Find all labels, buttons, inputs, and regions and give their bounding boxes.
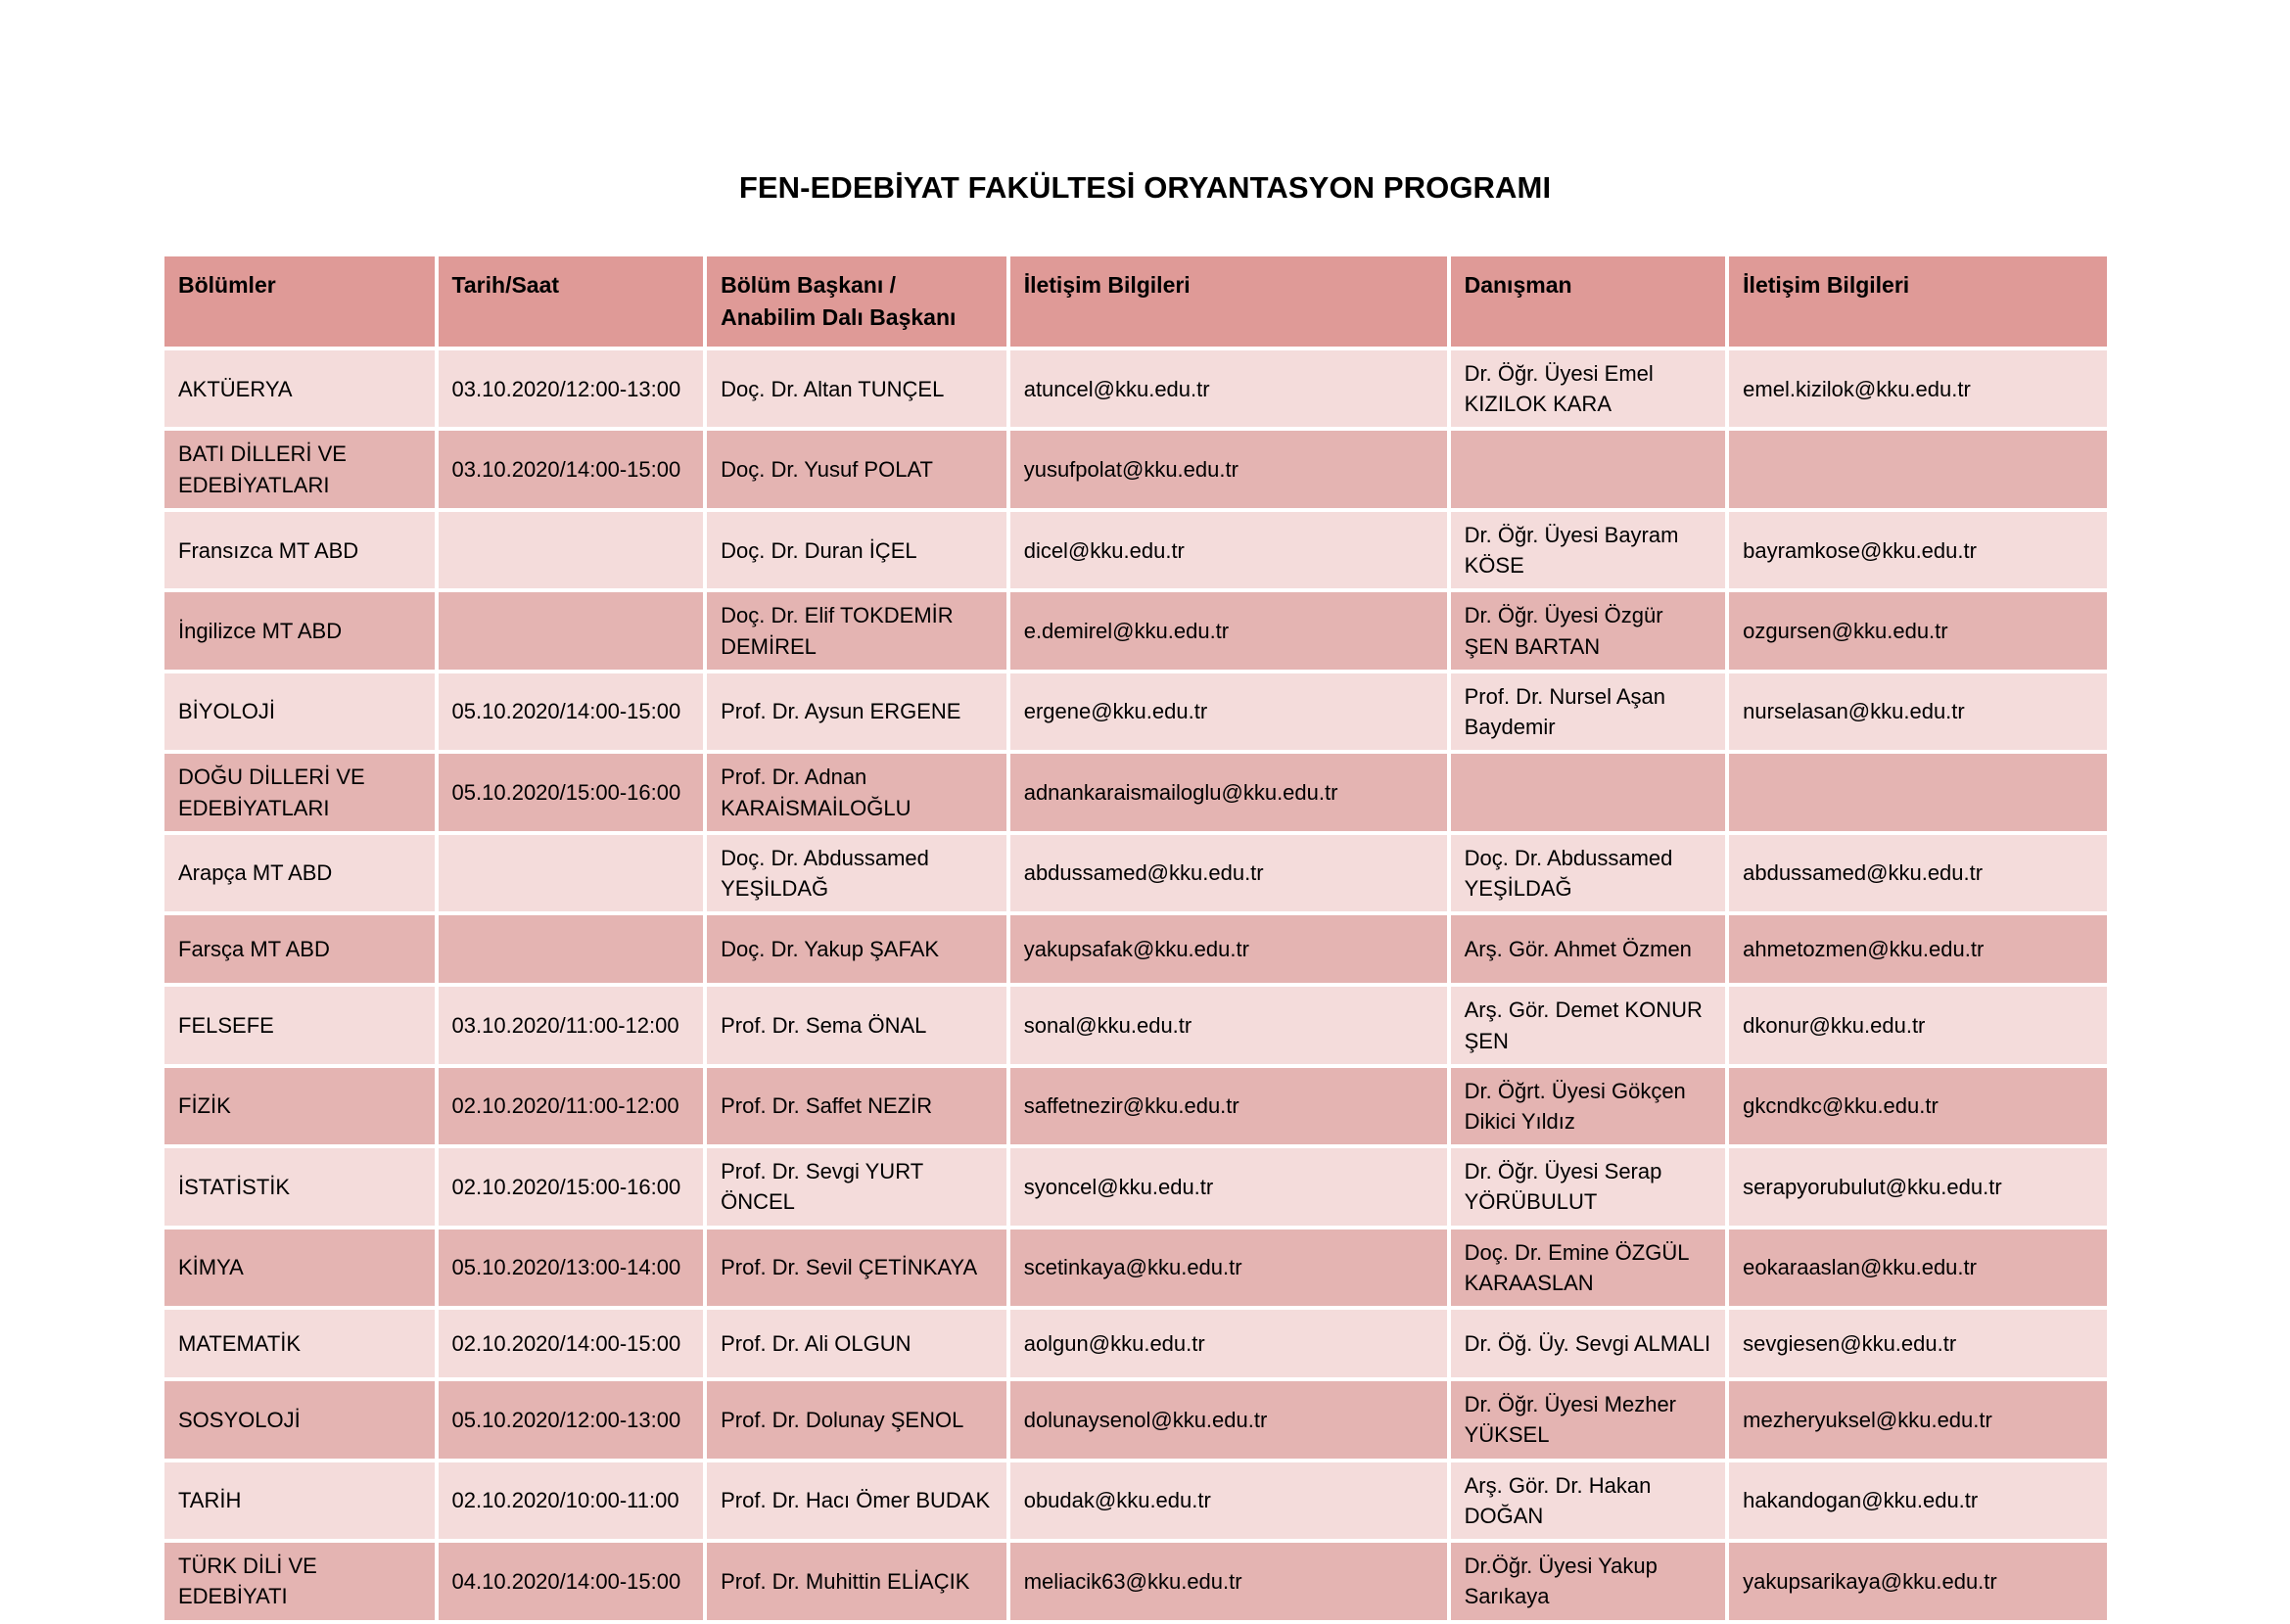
cell-bolum-baskani: Prof. Dr. Adnan KARAİSMAİLOĞLU — [707, 754, 1006, 830]
cell-iletisim-bolum-baskani: syoncel@kku.edu.tr — [1010, 1148, 1447, 1225]
cell-bolum-baskani: Doç. Dr. Abdussamed YEŞİLDAĞ — [707, 835, 1006, 911]
cell-iletisim-bolum-baskani: atuncel@kku.edu.tr — [1010, 350, 1447, 427]
table-row — [164, 915, 2107, 983]
cell-tarih-saat: 03.10.2020/14:00-15:00 — [439, 431, 704, 507]
table-body — [164, 350, 2107, 1620]
cell-iletisim-danisman: dkonur@kku.edu.tr — [1729, 987, 2107, 1063]
cell-tarih-saat: 05.10.2020/12:00-13:00 — [439, 1381, 704, 1458]
cell-iletisim-bolum-baskani: adnankaraismailoglu@kku.edu.tr — [1010, 754, 1447, 830]
cell-tarih-saat: 03.10.2020/11:00-12:00 — [439, 987, 704, 1063]
cell-tarih-saat: 02.10.2020/10:00-11:00 — [439, 1462, 704, 1539]
cell-tarih-saat: 02.10.2020/11:00-12:00 — [439, 1068, 704, 1144]
cell-iletisim-bolum-baskani: meliacik63@kku.edu.tr — [1010, 1543, 1447, 1619]
table-row — [164, 1068, 2107, 1144]
cell-iletisim-danisman: ahmetozmen@kku.edu.tr — [1729, 915, 2107, 983]
cell-tarih-saat: 02.10.2020/15:00-16:00 — [439, 1148, 704, 1225]
cell-danisman: Dr.Öğr. Üyesi Yakup Sarıkaya — [1451, 1543, 1726, 1619]
cell-bolum-baskani: Doç. Dr. Yusuf POLAT — [707, 431, 1006, 507]
table-row — [164, 1310, 2107, 1377]
table-row — [164, 1543, 2107, 1619]
cell-danisman: Dr. Öğr. Üyesi Emel KIZILOK KARA — [1451, 350, 1726, 427]
table-row — [164, 1148, 2107, 1225]
cell-bolum-baskani: Doç. Dr. Elif TOKDEMİR DEMİREL — [707, 592, 1006, 669]
schedule-table-container — [164, 256, 2115, 1620]
cell-bolum-baskani: Prof. Dr. Saffet NEZİR — [707, 1068, 1006, 1144]
cell-bolum: İSTATİSTİK — [164, 1148, 435, 1225]
cell-bolum-baskani: Doç. Dr. Altan TUNÇEL — [707, 350, 1006, 427]
cell-iletisim-bolum-baskani: obudak@kku.edu.tr — [1010, 1462, 1447, 1539]
cell-danisman: Prof. Dr. Nursel Aşan Baydemir — [1451, 673, 1726, 750]
cell-iletisim-bolum-baskani: sonal@kku.edu.tr — [1010, 987, 1447, 1063]
column-header-iletisim-bilgileri-1: İletişim Bilgileri — [1010, 256, 1447, 347]
cell-iletisim-bolum-baskani: yusufpolat@kku.edu.tr — [1010, 431, 1447, 507]
orientation-schedule-table — [161, 253, 2111, 1624]
cell-bolum-baskani: Doç. Dr. Duran İÇEL — [707, 512, 1006, 588]
table-row — [164, 1462, 2107, 1539]
cell-iletisim-danisman: eokaraaslan@kku.edu.tr — [1729, 1230, 2107, 1306]
cell-bolum: TARİH — [164, 1462, 435, 1539]
cell-iletisim-danisman: yakupsarikaya@kku.edu.tr — [1729, 1543, 2107, 1619]
page-title: FEN-EDEBİYAT FAKÜLTESİ ORYANTASYON PROGRAMI — [738, 170, 1552, 205]
cell-bolum: AKTÜERYA — [164, 350, 435, 427]
cell-danisman — [1451, 754, 1726, 830]
cell-tarih-saat: 03.10.2020/12:00-13:00 — [439, 350, 704, 427]
column-header-bolumler: Bölümler — [164, 256, 435, 347]
cell-iletisim-danisman: sevgiesen@kku.edu.tr — [1729, 1310, 2107, 1377]
table-row — [164, 835, 2107, 911]
cell-iletisim-danisman: emel.kizilok@kku.edu.tr — [1729, 350, 2107, 427]
cell-bolum-baskani: Prof. Dr. Ali OLGUN — [707, 1310, 1006, 1377]
cell-bolum: DOĞU DİLLERİ VE EDEBİYATLARI — [164, 754, 435, 830]
cell-tarih-saat: 02.10.2020/14:00-15:00 — [439, 1310, 704, 1377]
cell-iletisim-bolum-baskani: dicel@kku.edu.tr — [1010, 512, 1447, 588]
cell-tarih-saat: 05.10.2020/14:00-15:00 — [439, 673, 704, 750]
cell-danisman: Dr. Öğ. Üy. Sevgi ALMALI — [1451, 1310, 1726, 1377]
cell-tarih-saat — [439, 512, 704, 588]
cell-iletisim-bolum-baskani: abdussamed@kku.edu.tr — [1010, 835, 1447, 911]
cell-bolum-baskani: Prof. Dr. Sevil ÇETİNKAYA — [707, 1230, 1006, 1306]
cell-tarih-saat: 04.10.2020/14:00-15:00 — [439, 1543, 704, 1619]
cell-tarih-saat — [439, 915, 704, 983]
cell-tarih-saat — [439, 835, 704, 911]
cell-iletisim-bolum-baskani: ergene@kku.edu.tr — [1010, 673, 1447, 750]
cell-danisman: Arş. Gör. Dr. Hakan DOĞAN — [1451, 1462, 1726, 1539]
cell-iletisim-danisman: hakandogan@kku.edu.tr — [1729, 1462, 2107, 1539]
cell-bolum: İngilizce MT ABD — [164, 592, 435, 669]
cell-bolum: Fransızca MT ABD — [164, 512, 435, 588]
cell-danisman — [1451, 431, 1726, 507]
table-row — [164, 1230, 2107, 1306]
cell-bolum-baskani: Prof. Dr. Muhittin ELİAÇIK — [707, 1543, 1006, 1619]
cell-iletisim-danisman: ozgursen@kku.edu.tr — [1729, 592, 2107, 669]
table-row — [164, 754, 2107, 830]
cell-iletisim-bolum-baskani: yakupsafak@kku.edu.tr — [1010, 915, 1447, 983]
cell-iletisim-danisman: gkcndkc@kku.edu.tr — [1729, 1068, 2107, 1144]
cell-iletisim-danisman: serapyorubulut@kku.edu.tr — [1729, 1148, 2107, 1225]
cell-iletisim-danisman — [1729, 431, 2107, 507]
column-header-danisman: Danışman — [1451, 256, 1726, 347]
cell-iletisim-bolum-baskani: e.demirel@kku.edu.tr — [1010, 592, 1447, 669]
table-header-row — [164, 256, 2107, 347]
cell-bolum-baskani: Doç. Dr. Yakup ŞAFAK — [707, 915, 1006, 983]
cell-bolum: KİMYA — [164, 1230, 435, 1306]
cell-danisman: Arş. Gör. Demet KONUR ŞEN — [1451, 987, 1726, 1063]
table-row — [164, 1381, 2107, 1458]
table-row — [164, 431, 2107, 507]
cell-danisman: Dr. Öğr. Üyesi Bayram KÖSE — [1451, 512, 1726, 588]
cell-danisman: Dr. Öğr. Üyesi Serap YÖRÜBULUT — [1451, 1148, 1726, 1225]
cell-iletisim-danisman: bayramkose@kku.edu.tr — [1729, 512, 2107, 588]
table-row — [164, 592, 2107, 669]
cell-iletisim-danisman: mezheryuksel@kku.edu.tr — [1729, 1381, 2107, 1458]
cell-bolum-baskani: Prof. Dr. Sevgi YURT ÖNCEL — [707, 1148, 1006, 1225]
table-row — [164, 673, 2107, 750]
cell-bolum: BATI DİLLERİ VE EDEBİYATLARI — [164, 431, 435, 507]
cell-bolum: MATEMATİK — [164, 1310, 435, 1377]
cell-tarih-saat — [439, 592, 704, 669]
table-row — [164, 987, 2107, 1063]
cell-bolum-baskani: Prof. Dr. Dolunay ŞENOL — [707, 1381, 1006, 1458]
cell-bolum: FELSEFE — [164, 987, 435, 1063]
cell-iletisim-danisman — [1729, 754, 2107, 830]
cell-bolum: FİZİK — [164, 1068, 435, 1144]
column-header-bolum-baskani — [707, 256, 1006, 347]
cell-iletisim-bolum-baskani: saffetnezir@kku.edu.tr — [1010, 1068, 1447, 1144]
column-header-bolum-baskani-line1: Bölüm Başkanı / — [721, 272, 897, 298]
cell-iletisim-danisman: abdussamed@kku.edu.tr — [1729, 835, 2107, 911]
cell-bolum: TÜRK DİLİ VE EDEBİYATI — [164, 1543, 435, 1619]
table-row — [164, 350, 2107, 427]
table-header — [164, 256, 2107, 347]
cell-danisman: Dr. Öğr. Üyesi Mezher YÜKSEL — [1451, 1381, 1726, 1458]
cell-bolum-baskani: Prof. Dr. Aysun ERGENE — [707, 673, 1006, 750]
cell-iletisim-bolum-baskani: aolgun@kku.edu.tr — [1010, 1310, 1447, 1377]
cell-iletisim-danisman: nurselasan@kku.edu.tr — [1729, 673, 2107, 750]
cell-bolum-baskani: Prof. Dr. Hacı Ömer BUDAK — [707, 1462, 1006, 1539]
cell-iletisim-bolum-baskani: scetinkaya@kku.edu.tr — [1010, 1230, 1447, 1306]
cell-danisman: Dr. Öğrt. Üyesi Gökçen Dikici Yıldız — [1451, 1068, 1726, 1144]
cell-danisman: Arş. Gör. Ahmet Özmen — [1451, 915, 1726, 983]
cell-tarih-saat: 05.10.2020/13:00-14:00 — [439, 1230, 704, 1306]
cell-danisman: Dr. Öğr. Üyesi Özgür ŞEN BARTAN — [1451, 592, 1726, 669]
cell-tarih-saat: 05.10.2020/15:00-16:00 — [439, 754, 704, 830]
cell-bolum-baskani: Prof. Dr. Sema ÖNAL — [707, 987, 1006, 1063]
cell-iletisim-bolum-baskani: dolunaysenol@kku.edu.tr — [1010, 1381, 1447, 1458]
cell-bolum: BİYOLOJİ — [164, 673, 435, 750]
column-header-bolum-baskani-line2: Anabilim Dalı Başkanı — [721, 303, 957, 330]
cell-bolum: Arapça MT ABD — [164, 835, 435, 911]
column-header-iletisim-bilgileri-2: İletişim Bilgileri — [1729, 256, 2107, 347]
cell-bolum: SOSYOLOJİ — [164, 1381, 435, 1458]
cell-bolum: Farsça MT ABD — [164, 915, 435, 983]
cell-danisman: Doç. Dr. Abdussamed YEŞİLDAĞ — [1451, 835, 1726, 911]
cell-danisman: Doç. Dr. Emine ÖZGÜL KARAASLAN — [1451, 1230, 1726, 1306]
column-header-tarih-saat: Tarih/Saat — [439, 256, 704, 347]
table-row — [164, 512, 2107, 588]
